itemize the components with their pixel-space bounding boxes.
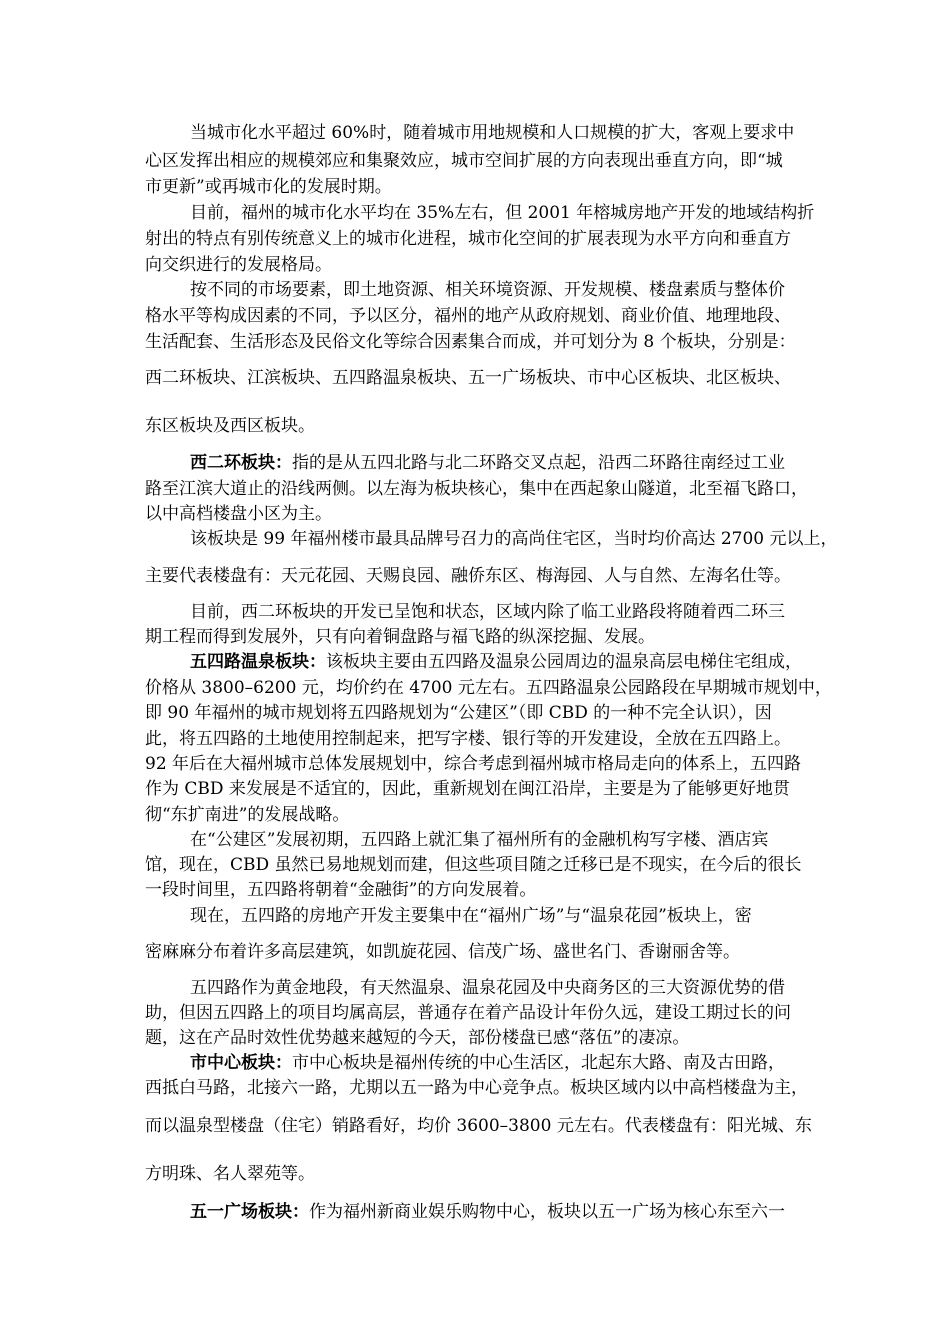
paragraph-line: 彻“东扩南进”的发展战略。 <box>145 805 350 825</box>
paragraph-line: 助，但因五四路上的项目均属高层，普通存在着产品设计年份久远，建设工期过长的问 <box>145 1003 791 1023</box>
paragraph-line: 而以温泉型楼盘（住宅）销路看好，均价 3600–3800 元左右。代表楼盘有：阳光城、东 <box>145 1116 812 1136</box>
paragraph-line: 92 年后在大福州城市总体发展规划中，综合考虑到福州城市格局走向的体系上，五四路 <box>145 754 802 774</box>
paragraph-line: 按不同的市场要素，即土地资源、相关环境资源、开发规模、楼盘素质与整体价 <box>190 280 785 300</box>
paragraph-line: 一段时间里，五四路将朝着“金融街”的方向发展着。 <box>145 880 537 900</box>
project-names: 方明珠、名人翠苑 <box>145 1164 281 1184</box>
section-heading: 五四路温泉板块： <box>190 652 326 672</box>
district-list-line: 西二环板块、江滨板块、五四路温泉板块、五一广场板块、市中心区板块、北区板块、 <box>145 368 791 388</box>
paragraph-line: 五一广场板块：作为福州新商业娱乐购物中心，板块以五一广场为核心东至六一 <box>190 1202 785 1222</box>
paragraph-line: 作为 CBD 来发展是不适宜的，因此，重新规划在闽江沿岸，主要是为了能够更好地贯 <box>145 779 790 799</box>
paragraph-line: 五四路作为黄金地段，有天然温泉、温泉花园及中央商务区的三大资源优势的借 <box>190 978 785 998</box>
paragraph-line: 方明珠、名人翠苑等。 <box>145 1164 315 1184</box>
section-heading: 五一广场板块： <box>190 1202 309 1222</box>
paragraph-line: 格水平等构成因素的不同，予以区分，福州的地产从政府规划、商业价值、地理地段、 <box>145 306 791 326</box>
paragraph-line: 该板块是 99 年福州楼市最具品牌号召力的高尚住宅区，当时均价高达 2700 元以上， <box>190 529 838 549</box>
paragraph-line: 心区发挥出相应的规模郊应和集聚效应，城市空间扩展的方向表现出垂直方向，即“城 <box>145 151 783 171</box>
paragraph-line: 主要代表楼盘有：天元花园、天赐良园、融侨东区、梅海园、人与自然、左海名仕等。 <box>145 566 791 586</box>
project-names: 阳光城、东 <box>726 1116 812 1136</box>
paragraph-line: 生活配套、生活形态及民俗文化等综合因素集合而成，并可划分为 8 个板块，分别是： <box>145 332 796 352</box>
project-names: 天元花园、天赐良园、融侨东区、梅海园、人与自然、左海名仕 <box>281 566 757 586</box>
paragraph-line: 路至江滨大道止的沿线两侧。以左海为板块核心，集中在西起象山隧道，北至福飞路口， <box>145 479 808 499</box>
paragraph-line: 当城市化水平超过 60%时，随着城市用地规模和人口规模的扩大，客观上要求中 <box>190 123 795 143</box>
paragraph-line: 价格从 3800–6200 元，均价约在 4700 元左右。五四路温泉公园路段在早期城市规划中， <box>145 678 832 698</box>
paragraph-line: 目前，福州的城市化水平均在 35%左右，但 2001 年榕城房地产开发的地域结构折 <box>190 203 815 223</box>
paragraph-line: 期工程而得到发展外，只有向着铜盘路与福飞路的纵深挖掘、发展。 <box>145 627 655 647</box>
paragraph-line: 五四路温泉板块：该板块主要由五四路及温泉公园周边的温泉高层电梯住宅组成， <box>190 652 802 672</box>
paragraph-line: 向交织进行的发展格局。 <box>145 255 332 275</box>
section-heading: 西二环板块： <box>190 453 292 473</box>
paragraph-line: 在“公建区”发展初期，五四路上就汇集了福州所有的金融机构写字楼、酒店宾 <box>190 830 769 850</box>
paragraph-line: 现在，五四路的房地产开发主要集中在“福州广场”与“温泉花园”板块上，密 <box>190 906 752 926</box>
paragraph-line: 西抵白马路，北接六一路，尤期以五一路为中心竞争点。板块区域内以中高档楼盘为主， <box>145 1078 808 1098</box>
paragraph-line: 射出的特点有别传统意义上的城市化进程，城市化空间的扩展表现为水平方向和垂直方 <box>145 229 791 249</box>
paragraph-line: 题，这在产品时效性优势越来越短的今天，部份楼盘已感“落伍”的凄凉。 <box>145 1028 690 1048</box>
project-names: 凯旋花园、信茂广场、盛世名门、香谢丽舍 <box>383 942 706 962</box>
paragraph-line: 密麻麻分布着许多高层建筑，如凯旋花园、信茂广场、盛世名门、香谢丽舍等。 <box>145 942 740 962</box>
paragraph-line: 目前，西二环板块的开发已呈饱和状态，区域内除了临工业路段将随着西二环三 <box>190 602 785 622</box>
paragraph-line: 此，将五四路的土地使用控制起来，把写字楼、银行等的开发建设，全放在五四路上。 <box>145 729 791 749</box>
paragraph-line: 馆，现在，CBD 虽然已易地规划而建，但这些项目随之迁移已是不现实，在今后的很长 <box>145 855 802 875</box>
district-list-line: 东区板块及西区板块。 <box>145 416 315 436</box>
paragraph-line: 市中心板块：市中心板块是福州传统的中心生活区，北起东大路、南及古田路， <box>190 1053 785 1073</box>
paragraph-line: 即 90 年福州的城市规划将五四路规划为“公建区”（即 CBD 的一种不完全认识），因 <box>145 703 772 723</box>
section-heading: 市中心板块： <box>190 1053 292 1073</box>
paragraph-line: 市更新”或再城市化的发展时期。 <box>145 177 392 197</box>
paragraph-line: 以中高档楼盘小区为主。 <box>145 504 332 524</box>
paragraph-line: 西二环板块：指的是从五四北路与北二环路交叉点起，沿西二环路往南经过工业 <box>190 453 785 473</box>
